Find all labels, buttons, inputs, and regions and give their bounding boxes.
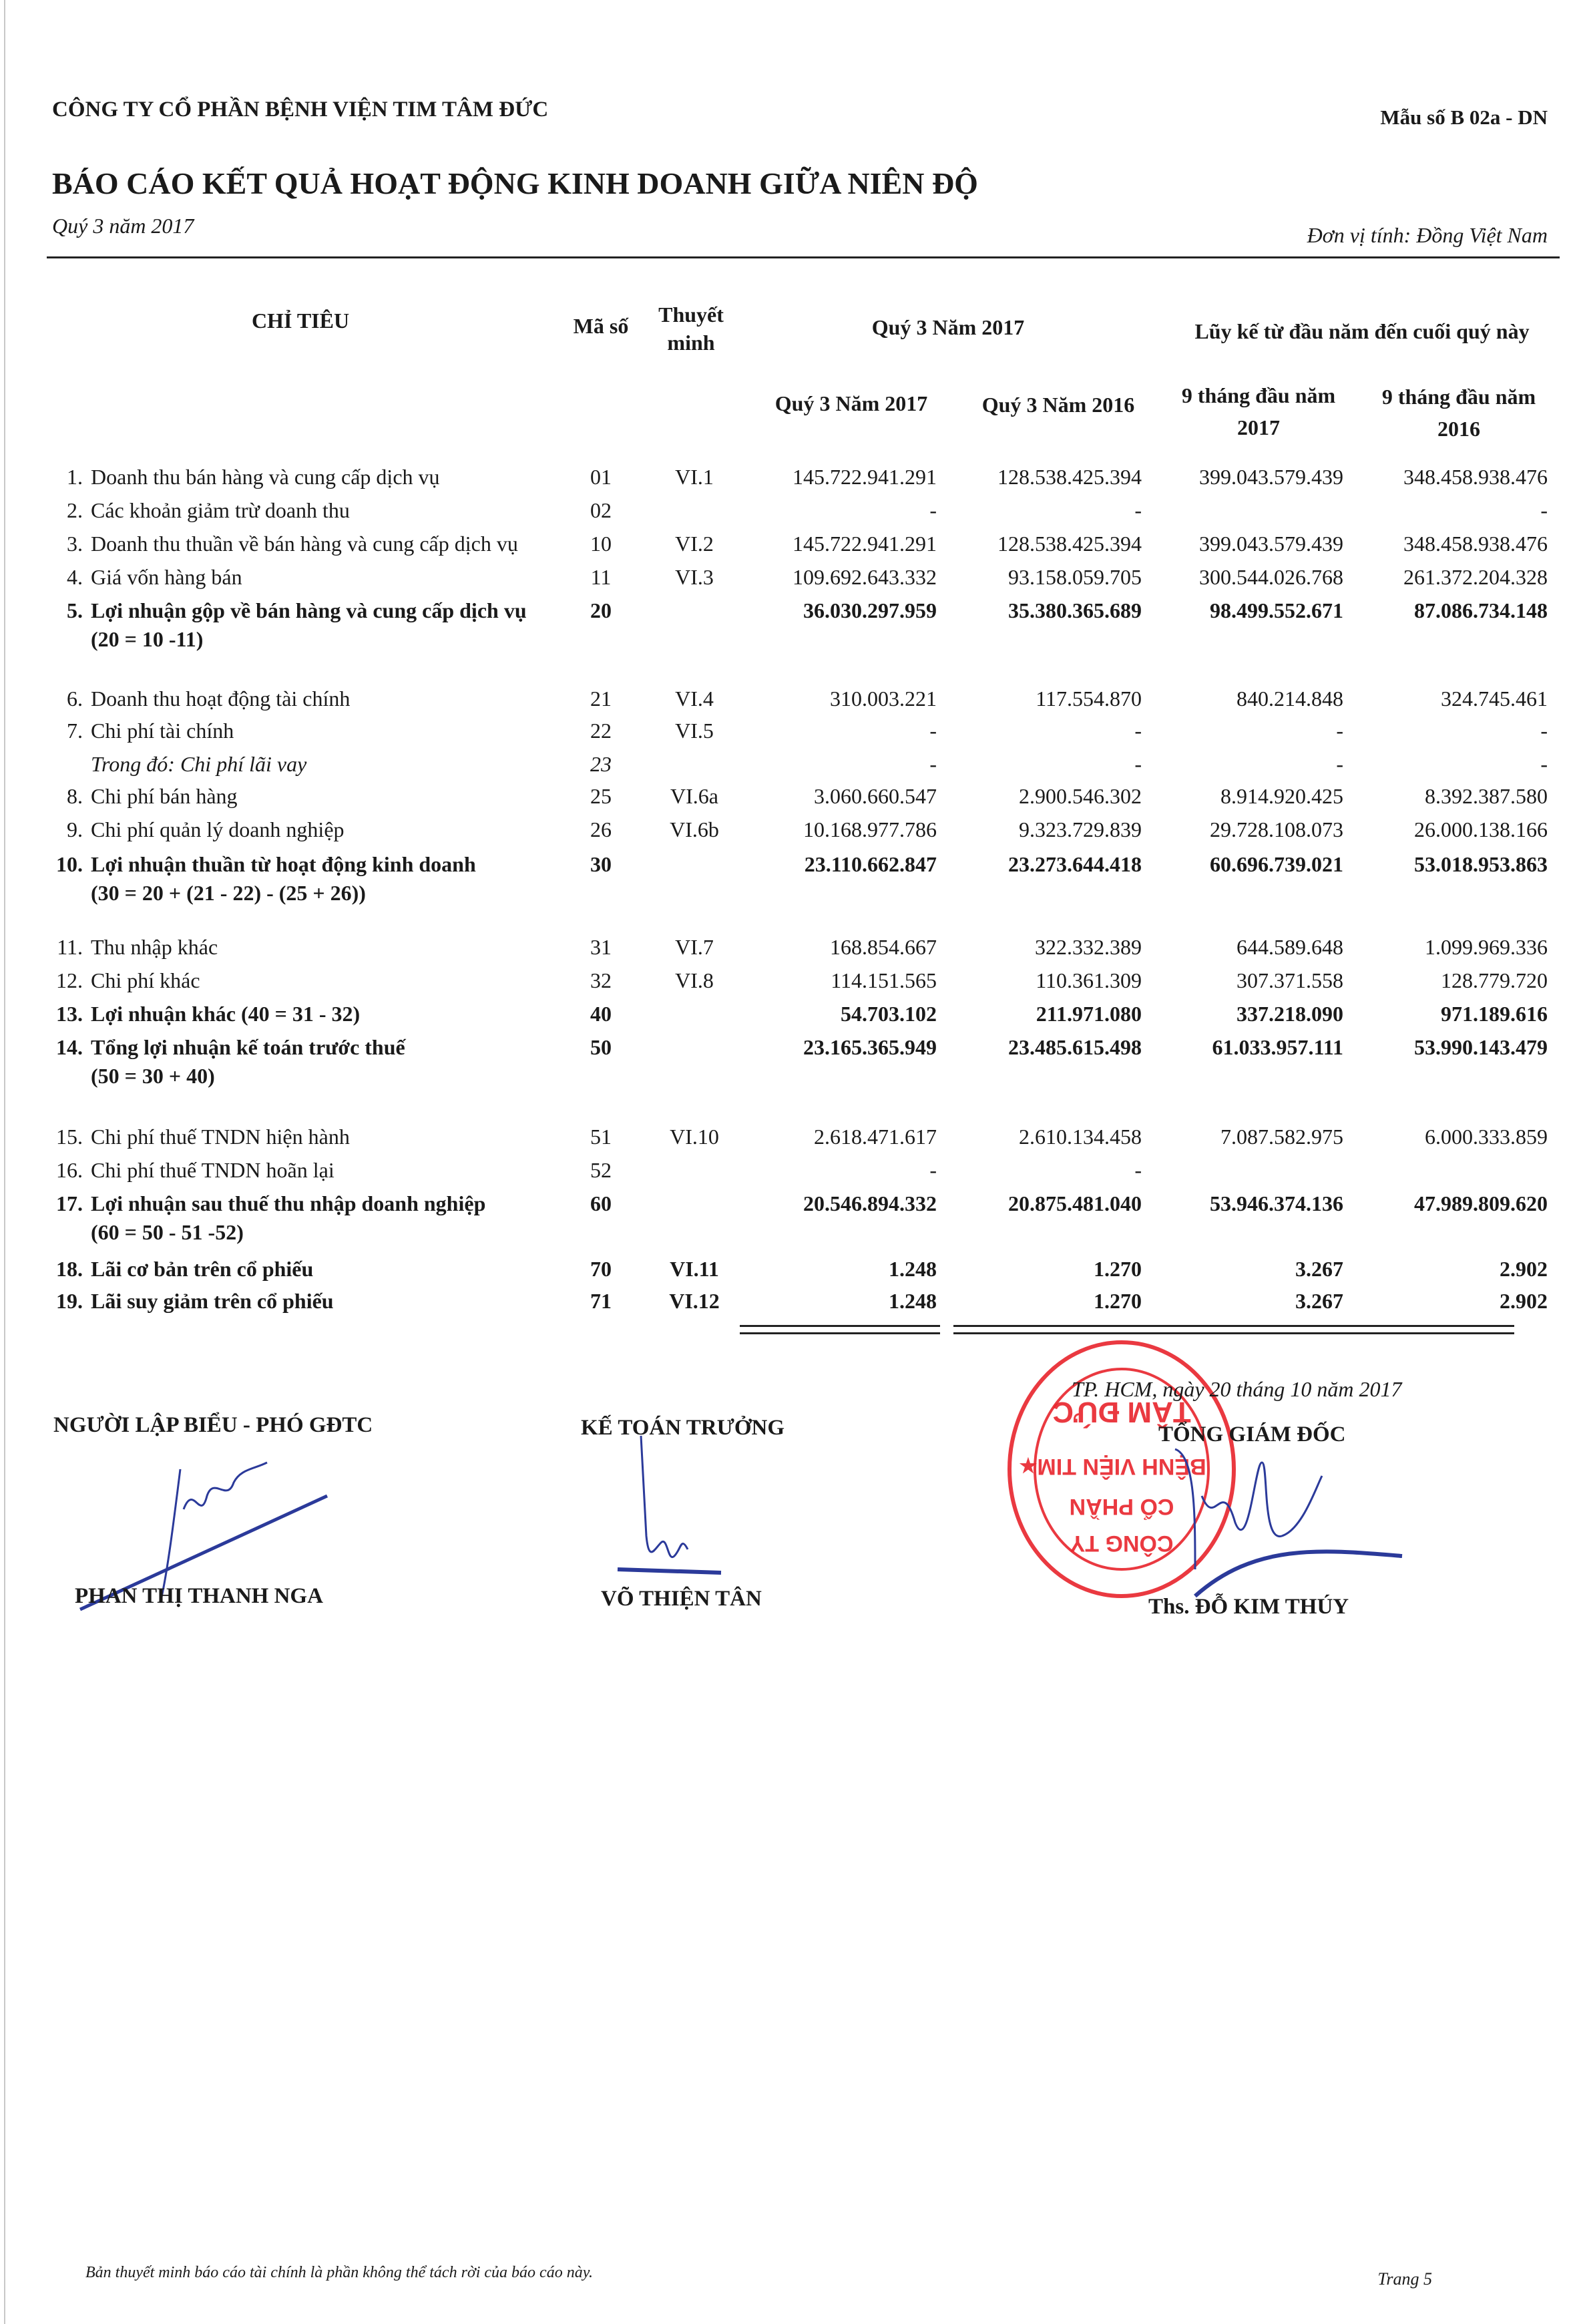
row-note: VI.10 xyxy=(670,1125,719,1149)
row-value: 128.538.425.394 xyxy=(997,465,1142,489)
director-title: TỔNG GIÁM ĐỐC xyxy=(1158,1422,1346,1446)
row-value: 310.003.221 xyxy=(830,687,937,711)
row-value: - xyxy=(1336,752,1343,776)
form-number: Mẫu số B 02a - DN xyxy=(1380,106,1548,129)
table-row xyxy=(0,498,1569,530)
row-formula: (20 = 10 -11) xyxy=(91,627,204,651)
table-row xyxy=(0,1191,1569,1244)
row-code: 32 xyxy=(590,968,612,992)
table-row xyxy=(0,968,1569,1000)
row-label xyxy=(52,817,345,842)
row-label xyxy=(52,565,242,590)
row-value: 1.099.969.336 xyxy=(1425,935,1548,959)
row-number: 1. xyxy=(67,465,83,489)
row-label xyxy=(52,1289,334,1314)
row-value: 23.273.644.418 xyxy=(1008,852,1142,876)
row-code: 21 xyxy=(590,687,612,711)
row-label-text: Doanh thu bán hàng và cung cấp dịch vụ xyxy=(91,465,440,489)
accountant-signature xyxy=(601,1429,774,1589)
table-row xyxy=(0,935,1569,967)
row-label-text: Doanh thu thuần về bán hàng và cung cấp dịch vụ xyxy=(91,532,518,556)
row-number: 19. xyxy=(56,1289,83,1313)
row-label-text: Giá vốn hàng bán xyxy=(91,565,242,589)
row-value: 971.189.616 xyxy=(1441,1002,1548,1026)
table-row xyxy=(0,784,1569,816)
row-value: - xyxy=(929,719,937,743)
row-number: 6. xyxy=(67,687,83,711)
row-note: VI.12 xyxy=(669,1289,720,1313)
row-value: 61.033.957.111 xyxy=(1212,1035,1343,1059)
row-value: 2.900.546.302 xyxy=(1019,784,1142,808)
accountant-name: VÕ THIỆN TÂN xyxy=(601,1587,762,1611)
col-header-code: Mã số xyxy=(573,314,629,338)
row-code: 25 xyxy=(590,784,612,808)
footer-note: Bản thuyết minh báo cáo tài chính là phần không thể tách rời của báo cáo này. xyxy=(85,2264,594,2281)
header-rule xyxy=(47,256,1560,258)
row-number: 15. xyxy=(56,1125,83,1149)
table-row xyxy=(0,1158,1569,1190)
row-value: - xyxy=(929,498,937,522)
row-value: 53.990.143.479 xyxy=(1414,1035,1548,1059)
page-number: Trang 5 xyxy=(1377,2269,1432,2289)
row-note: VI.5 xyxy=(675,719,714,743)
row-value: 117.554.870 xyxy=(1036,687,1142,711)
row-note: VI.1 xyxy=(675,465,714,489)
row-label-text: Lợi nhuận gộp về bán hàng và cung cấp dịch vụ xyxy=(91,598,527,622)
row-note: VI.6b xyxy=(670,817,719,841)
director-name: Ths. ĐỖ KIM THÚY xyxy=(1148,1595,1349,1619)
row-value: - xyxy=(1134,719,1142,743)
row-label-text: Trong đó: Chi phí lãi vay xyxy=(91,752,307,776)
row-label-text: Chi phí bán hàng xyxy=(91,784,238,808)
col-header-ytd2017: 9 tháng đầu năm 2017 xyxy=(1181,383,1336,439)
row-label-text: Chi phí khác xyxy=(91,968,200,992)
row-value: 87.086.734.148 xyxy=(1414,598,1548,622)
row-value: - xyxy=(929,1158,937,1182)
row-code: 30 xyxy=(590,852,612,876)
row-number: 12. xyxy=(56,968,83,992)
col-header-q2017: Quý 3 Năm 2017 xyxy=(774,391,928,415)
row-value: 2.610.134.458 xyxy=(1019,1125,1142,1149)
svg-text:BỆNH VIỆN TIM: BỆNH VIỆN TIM xyxy=(1037,1454,1206,1479)
row-label xyxy=(52,784,238,809)
col-group-ytd: Lũy kế từ đầu năm đến cuối quý này xyxy=(1194,319,1530,343)
table-row xyxy=(0,817,1569,849)
currency-unit: Đơn vị tính: Đồng Việt Nam xyxy=(1307,223,1548,247)
row-value: - xyxy=(1134,752,1142,776)
row-formula: (30 = 20 + (21 - 22) - (25 + 26)) xyxy=(91,881,366,905)
row-value: 60.696.739.021 xyxy=(1210,852,1343,876)
row-value: - xyxy=(1134,1158,1142,1182)
table-row xyxy=(0,465,1569,497)
row-value: 322.332.389 xyxy=(1035,935,1142,959)
row-value: 54.703.102 xyxy=(841,1002,937,1026)
row-number: 13. xyxy=(56,1002,83,1026)
report-period: Quý 3 năm 2017 xyxy=(52,214,194,238)
director-signature xyxy=(1155,1436,1435,1609)
col-header-ytd2016: 9 tháng đầu năm 2016 xyxy=(1381,385,1536,441)
row-label xyxy=(52,852,476,906)
row-value: 47.989.809.620 xyxy=(1414,1191,1548,1215)
col-group-quarter: Quý 3 Năm 2017 xyxy=(871,315,1025,339)
svg-text:CÔNG TY: CÔNG TY xyxy=(1070,1531,1174,1556)
row-label xyxy=(52,1002,360,1026)
row-value: 211.971.080 xyxy=(1036,1002,1142,1026)
report-title: BÁO CÁO KẾT QUẢ HOẠT ĐỘNG KINH DOANH GIỮA NIÊN ĐỘ xyxy=(52,166,978,200)
row-value: 93.158.059.705 xyxy=(1008,565,1142,589)
row-label xyxy=(52,1191,485,1245)
row-value: 20.875.481.040 xyxy=(1008,1191,1142,1215)
row-value: 36.030.297.959 xyxy=(803,598,937,622)
row-label xyxy=(52,935,218,960)
row-code: 02 xyxy=(590,498,612,522)
row-code: 31 xyxy=(590,935,612,959)
table-row xyxy=(0,1002,1569,1034)
row-value: 3.060.660.547 xyxy=(814,784,937,808)
row-label xyxy=(52,752,306,777)
row-value: 20.546.894.332 xyxy=(803,1191,937,1215)
row-label-text: Các khoản giảm trừ doanh thu xyxy=(91,498,350,522)
row-code: 60 xyxy=(590,1191,612,1215)
row-value: 98.499.552.671 xyxy=(1210,598,1343,622)
row-value: 35.380.365.689 xyxy=(1008,598,1142,622)
row-value: 399.043.579.439 xyxy=(1199,532,1343,556)
row-number: 2. xyxy=(67,498,83,522)
row-label xyxy=(52,1158,334,1183)
row-number: 5. xyxy=(67,598,83,622)
row-code: 40 xyxy=(590,1002,612,1026)
row-note: VI.7 xyxy=(675,935,714,959)
table-row xyxy=(0,1125,1569,1157)
row-code: 26 xyxy=(590,817,612,841)
row-value: 1.270 xyxy=(1094,1257,1142,1281)
row-label-text: Chi phí tài chính xyxy=(91,719,234,743)
row-value: 644.589.648 xyxy=(1237,935,1343,959)
row-value: 8.392.387.580 xyxy=(1425,784,1548,808)
row-label-text: Lãi suy giảm trên cổ phiếu xyxy=(91,1289,334,1313)
company-name: CÔNG TY CỔ PHẦN BỆNH VIỆN TIM TÂM ĐỨC xyxy=(52,98,549,122)
row-label xyxy=(52,1257,313,1282)
row-value: 1.248 xyxy=(889,1257,937,1281)
row-value: 348.458.938.476 xyxy=(1403,532,1548,556)
svg-text:★: ★ xyxy=(1019,1455,1038,1477)
row-label-text: Lợi nhuận thuần từ hoạt động kinh doanh xyxy=(91,852,476,876)
table-row xyxy=(0,532,1569,564)
row-label-text: Thu nhập khác xyxy=(91,935,218,959)
row-label-text: Chi phí thuế TNDN hiện hành xyxy=(91,1125,350,1149)
row-label-text: Tổng lợi nhuận kế toán trước thuế xyxy=(91,1035,405,1059)
row-number: 10. xyxy=(56,852,83,876)
row-value: 23.165.365.949 xyxy=(803,1035,937,1059)
row-value: 23.485.615.498 xyxy=(1008,1035,1142,1059)
row-label xyxy=(52,1125,350,1149)
table-row xyxy=(0,565,1569,597)
table-row xyxy=(0,1257,1569,1289)
row-label-text: Chi phí quản lý doanh nghiệp xyxy=(91,817,345,841)
row-value: 9.323.729.839 xyxy=(1019,817,1142,841)
row-code: 01 xyxy=(590,465,612,489)
row-label xyxy=(52,498,350,523)
row-label xyxy=(52,968,200,993)
table-row xyxy=(0,852,1569,905)
row-label-text: Lãi cơ bản trên cổ phiếu xyxy=(91,1257,314,1281)
row-number: 18. xyxy=(56,1257,83,1281)
row-value: 114.151.565 xyxy=(831,968,937,992)
row-code: 70 xyxy=(590,1257,612,1281)
row-value: - xyxy=(1134,498,1142,522)
row-number: 4. xyxy=(67,565,83,589)
row-value: 348.458.938.476 xyxy=(1403,465,1548,489)
row-value: 168.854.667 xyxy=(830,935,937,959)
svg-text:CỔ PHẦN: CỔ PHẦN xyxy=(1069,1494,1174,1519)
table-row xyxy=(0,1289,1569,1321)
signing-date: TP. HCM, ngày 20 tháng 10 năm 2017 xyxy=(1072,1377,1402,1401)
row-value: 26.000.138.166 xyxy=(1414,817,1548,841)
row-value: 2.902 xyxy=(1500,1289,1548,1313)
row-note: VI.6a xyxy=(670,784,718,808)
row-label xyxy=(52,532,518,556)
row-value: - xyxy=(929,752,937,776)
row-value: - xyxy=(1540,752,1548,776)
row-number: 9. xyxy=(67,817,83,841)
table-row xyxy=(0,687,1569,719)
row-value: 337.218.090 xyxy=(1237,1002,1343,1026)
row-label xyxy=(52,465,440,490)
row-number: 8. xyxy=(67,784,83,808)
row-value: 29.728.108.073 xyxy=(1210,817,1343,841)
row-number: 3. xyxy=(67,532,83,556)
row-value: 1.248 xyxy=(889,1289,937,1313)
col-header-q2016: Quý 3 Năm 2016 xyxy=(981,393,1135,417)
row-value: 261.372.204.328 xyxy=(1403,565,1548,589)
row-code: 23 xyxy=(590,752,612,776)
row-value: 7.087.582.975 xyxy=(1220,1125,1343,1149)
row-value: 2.618.471.617 xyxy=(814,1125,937,1149)
row-value: 3.267 xyxy=(1295,1289,1343,1313)
row-note: VI.11 xyxy=(670,1257,719,1281)
row-code: 10 xyxy=(590,532,612,556)
row-value: - xyxy=(1540,719,1548,743)
row-code: 22 xyxy=(590,719,612,743)
svg-text:TÂM ĐỨC: TÂM ĐỨC xyxy=(1052,1396,1191,1428)
row-formula: (60 = 50 - 51 -52) xyxy=(91,1220,244,1244)
table-row xyxy=(0,752,1569,784)
row-code: 20 xyxy=(590,598,612,622)
row-value: 109.692.643.332 xyxy=(793,565,937,589)
row-code: 71 xyxy=(590,1289,612,1313)
row-label xyxy=(52,719,234,743)
row-label xyxy=(52,1035,405,1089)
row-value: 324.745.461 xyxy=(1441,687,1548,711)
row-value: 128.779.720 xyxy=(1441,968,1548,992)
row-value: - xyxy=(1540,498,1548,522)
row-value: 145.722.941.291 xyxy=(793,465,937,489)
row-value: 2.902 xyxy=(1500,1257,1548,1281)
row-value: 840.214.848 xyxy=(1237,687,1343,711)
row-value: 1.270 xyxy=(1094,1289,1142,1313)
col-header-indicator: CHỈ TIÊU xyxy=(251,309,350,333)
row-note: VI.4 xyxy=(675,687,714,711)
table-row xyxy=(0,1035,1569,1088)
row-value: 8.914.920.425 xyxy=(1220,784,1343,808)
row-value: 53.946.374.136 xyxy=(1210,1191,1343,1215)
table-row xyxy=(0,719,1569,751)
row-number: 16. xyxy=(56,1158,83,1182)
row-number: 14. xyxy=(56,1035,83,1059)
row-note: VI.2 xyxy=(675,532,714,556)
row-value: 10.168.977.786 xyxy=(803,817,937,841)
row-label-text: Lợi nhuận sau thuế thu nhập doanh nghiệp xyxy=(91,1191,486,1215)
preparer-title: NGƯỜI LẬP BIỂU - PHÓ GĐTC xyxy=(53,1413,373,1437)
row-value: 128.538.425.394 xyxy=(997,532,1142,556)
row-code: 11 xyxy=(590,565,612,589)
row-number: 7. xyxy=(67,719,83,743)
row-label-text: Lợi nhuận khác (40 = 31 - 32) xyxy=(91,1002,361,1026)
row-value: 399.043.579.439 xyxy=(1199,465,1343,489)
row-number: 11. xyxy=(57,935,83,959)
row-formula: (50 = 30 + 40) xyxy=(91,1064,215,1088)
row-value: 300.544.026.768 xyxy=(1199,565,1343,589)
row-label-text: Chi phí thuế TNDN hoãn lại xyxy=(91,1158,334,1182)
col-header-note: Thuyết minh xyxy=(658,303,724,355)
row-number: 17. xyxy=(56,1191,83,1215)
row-value: - xyxy=(1336,719,1343,743)
row-code: 51 xyxy=(590,1125,612,1149)
row-value: 145.722.941.291 xyxy=(793,532,937,556)
row-value: 6.000.333.859 xyxy=(1425,1125,1548,1149)
row-value: 110.361.309 xyxy=(1036,968,1142,992)
row-value: 3.267 xyxy=(1295,1257,1343,1281)
row-code: 52 xyxy=(590,1158,612,1182)
row-note: VI.3 xyxy=(675,565,714,589)
accountant-title: KẾ TOÁN TRƯỞNG xyxy=(581,1416,785,1440)
row-value: 53.018.953.863 xyxy=(1414,852,1548,876)
table-row xyxy=(0,598,1569,651)
row-label xyxy=(52,598,527,652)
double-underline xyxy=(740,1325,940,1334)
row-value: 307.371.558 xyxy=(1237,968,1343,992)
row-label xyxy=(52,687,350,711)
preparer-name: PHAN THỊ THANH NGA xyxy=(75,1584,323,1608)
row-value: 23.110.662.847 xyxy=(804,852,937,876)
row-code: 50 xyxy=(590,1035,612,1059)
row-note: VI.8 xyxy=(675,968,714,992)
row-label-text: Doanh thu hoạt động tài chính xyxy=(91,687,351,711)
